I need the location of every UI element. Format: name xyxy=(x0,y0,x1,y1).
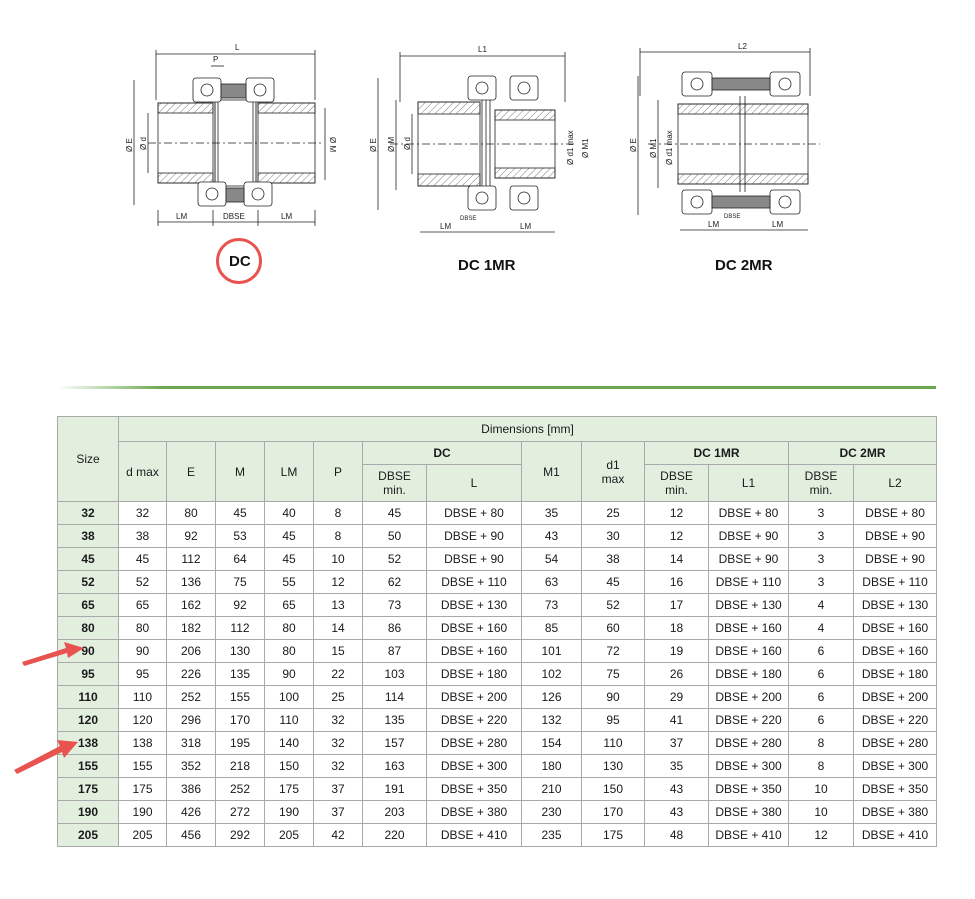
size-cell: 155 xyxy=(58,755,119,778)
header-p: P xyxy=(314,442,363,502)
table-cell: 60 xyxy=(582,617,645,640)
table-cell: 45 xyxy=(119,548,167,571)
dim-label-p: P xyxy=(213,55,219,64)
table-cell: 72 xyxy=(582,640,645,663)
table-row xyxy=(58,663,937,686)
size-cell: 65 xyxy=(58,594,119,617)
table-row xyxy=(58,686,937,709)
table-cell: 138 xyxy=(119,732,167,755)
table-cell: DBSE + 160 xyxy=(854,640,937,663)
table-cell: DBSE + 220 xyxy=(427,709,522,732)
table-cell: 10 xyxy=(789,801,854,824)
table-cell: DBSE + 130 xyxy=(427,594,522,617)
table-cell: 17 xyxy=(645,594,709,617)
table-cell: 19 xyxy=(645,640,709,663)
table-cell: 191 xyxy=(363,778,427,801)
table-cell: 205 xyxy=(265,824,314,847)
table-row xyxy=(58,594,937,617)
table-cell: 73 xyxy=(363,594,427,617)
table-row xyxy=(58,709,937,732)
table-cell: DBSE + 90 xyxy=(709,548,789,571)
table-cell: 38 xyxy=(582,548,645,571)
table-cell: 352 xyxy=(167,755,216,778)
table-row xyxy=(58,525,937,548)
table-cell: 140 xyxy=(265,732,314,755)
dimensions-table xyxy=(57,416,937,847)
table-cell: 52 xyxy=(582,594,645,617)
table-cell: DBSE + 350 xyxy=(854,778,937,801)
dim-label-m1: Ø M1 xyxy=(649,138,658,158)
table-cell: 55 xyxy=(265,571,314,594)
table-cell: 38 xyxy=(119,525,167,548)
table-cell: 63 xyxy=(522,571,582,594)
table-cell: 25 xyxy=(582,502,645,525)
table-cell: DBSE + 180 xyxy=(854,663,937,686)
table-cell: 130 xyxy=(582,755,645,778)
table-cell: 40 xyxy=(265,502,314,525)
table-cell: 95 xyxy=(119,663,167,686)
size-cell: 90 xyxy=(58,640,119,663)
table-cell: 12 xyxy=(645,502,709,525)
table-cell: 112 xyxy=(216,617,265,640)
size-cell: 38 xyxy=(58,525,119,548)
table-row xyxy=(58,617,937,640)
header-dbse-min-dc: DBSE min. xyxy=(363,465,427,502)
table-cell: 252 xyxy=(167,686,216,709)
table-cell: 218 xyxy=(216,755,265,778)
table-cell: DBSE + 380 xyxy=(854,801,937,824)
dim-label-dbse: DBSE xyxy=(724,214,741,220)
table-cell: 52 xyxy=(119,571,167,594)
table-cell: 163 xyxy=(363,755,427,778)
table-row xyxy=(58,732,937,755)
table-cell: 175 xyxy=(582,824,645,847)
table-cell: DBSE + 300 xyxy=(709,755,789,778)
table-cell: DBSE + 160 xyxy=(709,640,789,663)
dim-label-lm-left: LM xyxy=(176,212,188,221)
table-cell: DBSE + 300 xyxy=(427,755,522,778)
table-cell: 135 xyxy=(216,663,265,686)
size-cell: 120 xyxy=(58,709,119,732)
table-cell: DBSE + 220 xyxy=(854,709,937,732)
table-cell: 12 xyxy=(645,525,709,548)
table-cell: 75 xyxy=(582,663,645,686)
table-cell: 10 xyxy=(789,778,854,801)
table-cell: 92 xyxy=(167,525,216,548)
table-cell: DBSE + 160 xyxy=(709,617,789,640)
table-cell: 162 xyxy=(167,594,216,617)
dim-label-e: Ø E xyxy=(369,138,378,152)
table-cell: 154 xyxy=(522,732,582,755)
table-cell: DBSE + 80 xyxy=(427,502,522,525)
table-body xyxy=(58,502,937,847)
size-cell: 52 xyxy=(58,571,119,594)
table-cell: DBSE + 90 xyxy=(427,548,522,571)
table-cell: 170 xyxy=(582,801,645,824)
size-cell: 45 xyxy=(58,548,119,571)
table-cell: 65 xyxy=(265,594,314,617)
table-cell: 210 xyxy=(522,778,582,801)
size-cell: 190 xyxy=(58,801,119,824)
table-cell: 3 xyxy=(789,525,854,548)
header-dbse-min-dc-2mr: DBSE min. xyxy=(789,465,854,502)
table-cell: 175 xyxy=(119,778,167,801)
table-cell: DBSE + 410 xyxy=(854,824,937,847)
table-cell: 80 xyxy=(119,617,167,640)
table-cell: 10 xyxy=(314,548,363,571)
table-cell: 90 xyxy=(265,663,314,686)
table-cell: DBSE + 110 xyxy=(709,571,789,594)
dim-label-lm-right: LM xyxy=(520,222,532,231)
table-cell: 4 xyxy=(789,594,854,617)
table-cell: 110 xyxy=(582,732,645,755)
table-cell: 235 xyxy=(522,824,582,847)
table-cell: DBSE + 160 xyxy=(427,617,522,640)
drawing-dc xyxy=(118,40,337,230)
table-cell: 45 xyxy=(582,571,645,594)
table-cell: 48 xyxy=(645,824,709,847)
table-cell: 18 xyxy=(645,617,709,640)
table-cell: 6 xyxy=(789,686,854,709)
table-cell: 64 xyxy=(216,548,265,571)
table-cell: 32 xyxy=(314,709,363,732)
table-cell: DBSE + 80 xyxy=(709,502,789,525)
table-cell: 130 xyxy=(216,640,265,663)
table-cell: DBSE + 280 xyxy=(854,732,937,755)
header-group-dc-2mr: DC 2MR xyxy=(789,442,937,465)
header-size: Size xyxy=(58,417,119,502)
table-cell: 37 xyxy=(645,732,709,755)
table-cell: 226 xyxy=(167,663,216,686)
table-cell: 15 xyxy=(314,640,363,663)
dim-label-m1: Ø M1 xyxy=(581,138,590,158)
dim-label-lm-right: LM xyxy=(281,212,293,221)
table-cell: 6 xyxy=(789,640,854,663)
header-l2: L2 xyxy=(854,465,937,502)
table-cell: 157 xyxy=(363,732,427,755)
dim-label-e: Ø E xyxy=(125,138,134,152)
dim-label-d: Ø d xyxy=(139,137,148,150)
table-cell: DBSE + 280 xyxy=(427,732,522,755)
table-cell: 230 xyxy=(522,801,582,824)
section-divider xyxy=(57,386,936,389)
arrow-pointer-size-90 xyxy=(22,642,84,666)
table-row xyxy=(58,801,937,824)
table-cell: 75 xyxy=(216,571,265,594)
table-cell: DBSE + 90 xyxy=(854,525,937,548)
table-cell: 102 xyxy=(522,663,582,686)
table-cell: 8 xyxy=(789,732,854,755)
table-cell: 45 xyxy=(265,548,314,571)
table-cell: DBSE + 180 xyxy=(709,663,789,686)
table-cell: 182 xyxy=(167,617,216,640)
dim-label-lm-left: LM xyxy=(440,222,452,231)
table-cell: DBSE + 130 xyxy=(854,594,937,617)
table-cell: 8 xyxy=(314,502,363,525)
table-cell: 45 xyxy=(265,525,314,548)
header-dimensions: Dimensions [mm] xyxy=(119,417,937,442)
table-cell: DBSE + 110 xyxy=(854,571,937,594)
table-cell: 32 xyxy=(119,502,167,525)
table-cell: 80 xyxy=(265,617,314,640)
table-cell: 6 xyxy=(789,709,854,732)
dim-label-lm-left: LM xyxy=(708,220,720,229)
table-cell: 175 xyxy=(265,778,314,801)
table-cell: 80 xyxy=(265,640,314,663)
size-cell: 138 xyxy=(58,732,119,755)
table-cell: 12 xyxy=(789,824,854,847)
table-cell: DBSE + 300 xyxy=(854,755,937,778)
table-cell: 22 xyxy=(314,663,363,686)
arrow-pointer-size-138 xyxy=(14,738,78,774)
size-cell: 175 xyxy=(58,778,119,801)
table-cell: 90 xyxy=(119,640,167,663)
highlight-circle xyxy=(216,238,262,284)
table-cell: 110 xyxy=(265,709,314,732)
table-cell: 73 xyxy=(522,594,582,617)
table-cell: DBSE + 160 xyxy=(854,617,937,640)
table-cell: DBSE + 90 xyxy=(427,525,522,548)
table-cell: 13 xyxy=(314,594,363,617)
size-cell: 95 xyxy=(58,663,119,686)
table-cell: 30 xyxy=(582,525,645,548)
table-row xyxy=(58,640,937,663)
header-e: E xyxy=(167,442,216,502)
header-group-dc: DC xyxy=(363,442,522,465)
table-cell: 292 xyxy=(216,824,265,847)
table-cell: DBSE + 90 xyxy=(709,525,789,548)
caption-dc-1mr: DC 1MR xyxy=(458,257,516,274)
table-cell: 296 xyxy=(167,709,216,732)
table-row xyxy=(58,755,937,778)
dim-label-l1: L1 xyxy=(478,45,487,54)
table-cell: DBSE + 90 xyxy=(854,548,937,571)
table-cell: 426 xyxy=(167,801,216,824)
table-cell: 150 xyxy=(265,755,314,778)
table-cell: 6 xyxy=(789,663,854,686)
table-row xyxy=(58,571,937,594)
dim-label-e: Ø E xyxy=(629,138,638,152)
table-cell: 3 xyxy=(789,548,854,571)
table-cell: 190 xyxy=(265,801,314,824)
table-cell: 90 xyxy=(582,686,645,709)
table-cell: 62 xyxy=(363,571,427,594)
table-cell: 135 xyxy=(363,709,427,732)
table-cell: 92 xyxy=(216,594,265,617)
table-cell: 150 xyxy=(582,778,645,801)
table-cell: DBSE + 200 xyxy=(709,686,789,709)
table-cell: 8 xyxy=(789,755,854,778)
table-cell: 112 xyxy=(167,548,216,571)
table-cell: 35 xyxy=(522,502,582,525)
size-cell: 205 xyxy=(58,824,119,847)
table-cell: 170 xyxy=(216,709,265,732)
size-cell: 110 xyxy=(58,686,119,709)
table-cell: DBSE + 280 xyxy=(709,732,789,755)
table-row xyxy=(58,502,937,525)
header-m1: M1 xyxy=(522,442,582,502)
table-cell: 4 xyxy=(789,617,854,640)
table-cell: DBSE + 220 xyxy=(709,709,789,732)
header-lm: LM xyxy=(265,442,314,502)
dim-label-dbse: DBSE xyxy=(223,212,245,221)
table-cell: 43 xyxy=(645,801,709,824)
table-cell: 3 xyxy=(789,571,854,594)
size-cell: 80 xyxy=(58,617,119,640)
table-cell: 101 xyxy=(522,640,582,663)
table-cell: 43 xyxy=(645,778,709,801)
table-cell: 87 xyxy=(363,640,427,663)
table-cell: 26 xyxy=(645,663,709,686)
table-cell: DBSE + 200 xyxy=(427,686,522,709)
table-cell: 80 xyxy=(167,502,216,525)
dim-label-m: Ø M xyxy=(387,136,396,152)
table-cell: 203 xyxy=(363,801,427,824)
table-cell: DBSE + 410 xyxy=(427,824,522,847)
caption-dc: DC xyxy=(229,253,251,270)
header-group-dc-1mr: DC 1MR xyxy=(645,442,789,465)
table-cell: 32 xyxy=(314,732,363,755)
header-d-max: d max xyxy=(119,442,167,502)
dim-label-d1max: Ø d1 max xyxy=(566,130,575,165)
table-cell: 37 xyxy=(314,778,363,801)
table-cell: 205 xyxy=(119,824,167,847)
table-cell: 53 xyxy=(216,525,265,548)
size-cell: 32 xyxy=(58,502,119,525)
table-cell: 195 xyxy=(216,732,265,755)
table-cell: 110 xyxy=(119,686,167,709)
table-cell: 32 xyxy=(314,755,363,778)
table-cell: 95 xyxy=(582,709,645,732)
header-l: L xyxy=(427,465,522,502)
table-row xyxy=(58,824,937,847)
table-cell: 65 xyxy=(119,594,167,617)
table-cell: 100 xyxy=(265,686,314,709)
table-cell: 206 xyxy=(167,640,216,663)
table-cell: 180 xyxy=(522,755,582,778)
table-cell: 120 xyxy=(119,709,167,732)
table-cell: 252 xyxy=(216,778,265,801)
table-cell: 12 xyxy=(314,571,363,594)
table-cell: DBSE + 350 xyxy=(427,778,522,801)
table-cell: DBSE + 110 xyxy=(427,571,522,594)
drawing-dc-1mr xyxy=(360,40,595,240)
table-cell: 3 xyxy=(789,502,854,525)
table-cell: 126 xyxy=(522,686,582,709)
table-cell: 29 xyxy=(645,686,709,709)
table-cell: DBSE + 200 xyxy=(854,686,937,709)
table-cell: 86 xyxy=(363,617,427,640)
table-cell: 45 xyxy=(363,502,427,525)
table-cell: 386 xyxy=(167,778,216,801)
dim-label-dbse: DBSE xyxy=(460,216,477,222)
table-cell: DBSE + 410 xyxy=(709,824,789,847)
caption-dc-2mr: DC 2MR xyxy=(715,257,773,274)
table-cell: 132 xyxy=(522,709,582,732)
dim-label-lm-right: LM xyxy=(772,220,784,229)
table-cell: 272 xyxy=(216,801,265,824)
table-row xyxy=(58,548,937,571)
dim-label-m: Ø M xyxy=(328,137,337,153)
header-m: M xyxy=(216,442,265,502)
table-cell: 43 xyxy=(522,525,582,548)
table-cell: 41 xyxy=(645,709,709,732)
table-cell: 318 xyxy=(167,732,216,755)
dim-label-l: L xyxy=(235,43,240,52)
table-cell: 14 xyxy=(645,548,709,571)
table-cell: DBSE + 380 xyxy=(427,801,522,824)
table-cell: DBSE + 130 xyxy=(709,594,789,617)
table-cell: 45 xyxy=(216,502,265,525)
table-cell: 54 xyxy=(522,548,582,571)
table-cell: 114 xyxy=(363,686,427,709)
table-cell: 220 xyxy=(363,824,427,847)
table-cell: DBSE + 380 xyxy=(709,801,789,824)
table-cell: 136 xyxy=(167,571,216,594)
table-cell: 16 xyxy=(645,571,709,594)
table-cell: 37 xyxy=(314,801,363,824)
table-cell: 8 xyxy=(314,525,363,548)
table-cell: 103 xyxy=(363,663,427,686)
table-cell: 42 xyxy=(314,824,363,847)
table-cell: DBSE + 350 xyxy=(709,778,789,801)
table-cell: DBSE + 80 xyxy=(854,502,937,525)
header-d1-max: d1 max xyxy=(582,442,645,502)
table-cell: DBSE + 180 xyxy=(427,663,522,686)
dim-label-l2: L2 xyxy=(738,42,747,51)
table-cell: 25 xyxy=(314,686,363,709)
table-cell: 456 xyxy=(167,824,216,847)
table-cell: 35 xyxy=(645,755,709,778)
drawing-dc-2mr xyxy=(620,40,830,235)
table-cell: DBSE + 160 xyxy=(427,640,522,663)
table-cell: 155 xyxy=(119,755,167,778)
header-dbse-min-dc-1mr: DBSE min. xyxy=(645,465,709,502)
table-cell: 85 xyxy=(522,617,582,640)
dim-label-d1max: Ø d1 max xyxy=(665,130,674,165)
table-row xyxy=(58,778,937,801)
header-l1: L1 xyxy=(709,465,789,502)
table-cell: 14 xyxy=(314,617,363,640)
dim-label-d: Ø d xyxy=(403,137,412,150)
table-cell: 190 xyxy=(119,801,167,824)
table-cell: 52 xyxy=(363,548,427,571)
table-cell: 155 xyxy=(216,686,265,709)
table-cell: 50 xyxy=(363,525,427,548)
